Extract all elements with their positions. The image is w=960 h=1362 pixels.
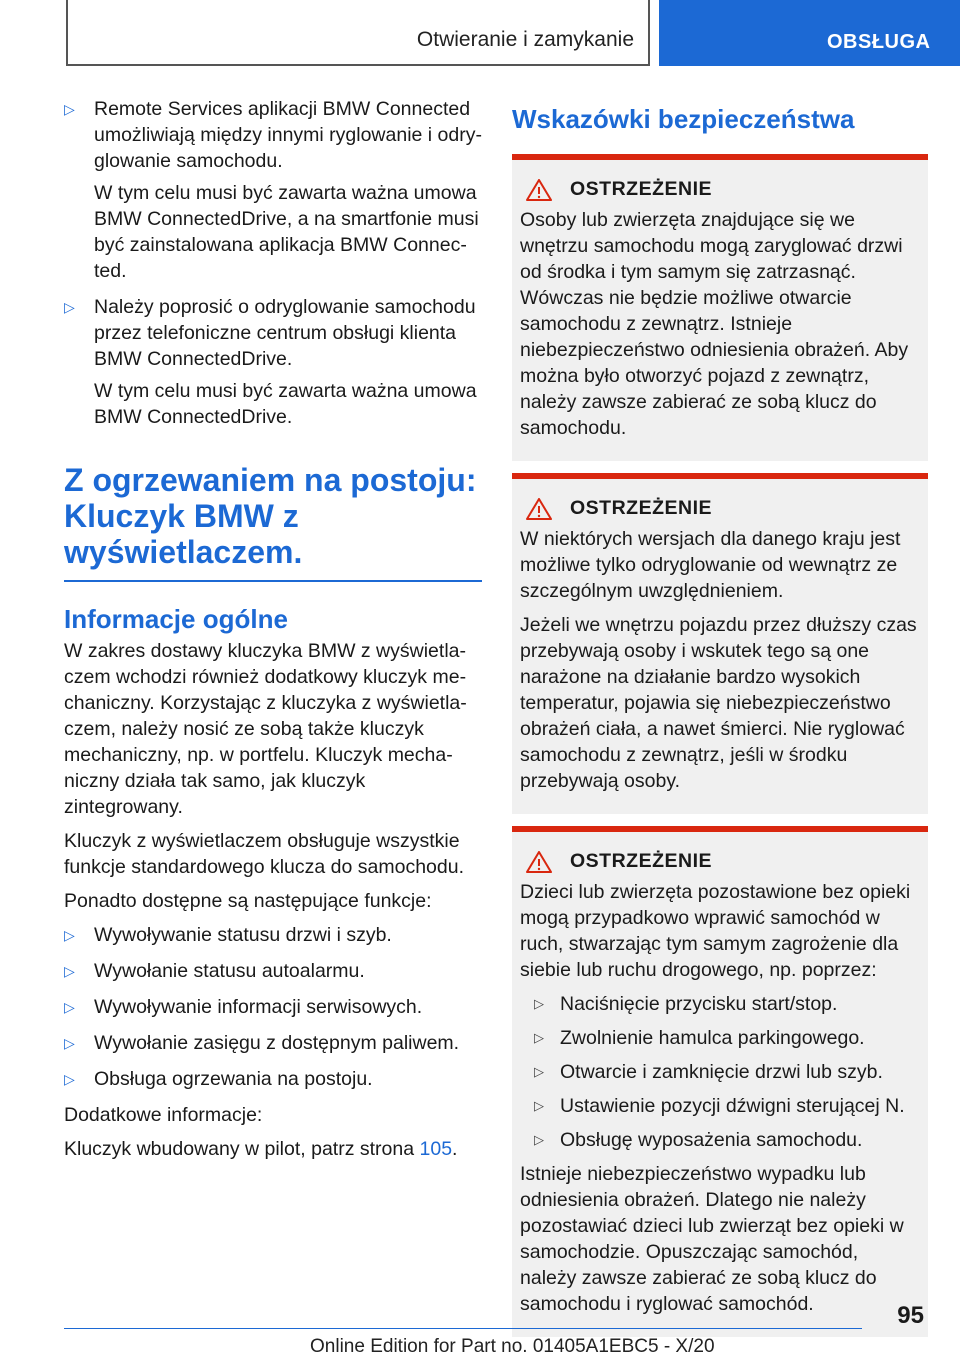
feature-text: Wywoływanie informacji serwisowych. <box>94 996 423 1018</box>
triangle-right-icon: ▷ <box>534 1064 544 1079</box>
list-item <box>64 294 482 430</box>
warning-text: Jeżeli we wnętrzu pojazdu przez dłuższy czas przebywają osoby i wskutek tego są one narażone na działanie bardzo wysokich temperatur, pojawia się niebezpieczeństwo obrażeń ciała, a nawet śmierci. Nie ryglować samochodu z zewnątrz, jeśli w środku przebywają osoby. <box>520 614 917 792</box>
triangle-right-icon: ▷ <box>534 1132 544 1147</box>
list-item <box>64 96 482 284</box>
warning-header <box>520 850 918 873</box>
warning-item: Otwarcie i zamknięcie drzwi lub szyb. <box>560 1061 883 1083</box>
bullet-text: W tym celu musi być zawarta ważna umowa BMW ConnectedDrive. <box>94 380 477 428</box>
section-heading: Z ogrzewaniem na postoju: Kluczyk BMW z wyświetlaczem. <box>64 462 482 582</box>
page-number: 95 <box>897 1302 924 1329</box>
list-item <box>64 958 482 984</box>
bullet-text: Należy poprosić o odryglowanie samochodu przez telefoniczne centrum obsługi klienta BMW ConnectedDrive. <box>94 296 476 370</box>
triangle-right-icon: ▷ <box>64 299 75 315</box>
right-column <box>512 96 928 1349</box>
warning-header <box>520 497 918 520</box>
triangle-right-icon: ▷ <box>64 963 75 979</box>
warning-box <box>512 154 928 461</box>
list-item <box>64 1066 482 1092</box>
warning-item: Ustawienie pozycji dźwigni sterującej N. <box>560 1095 905 1117</box>
warning-item: Obsługę wyposażenia samochodu. <box>560 1129 863 1151</box>
list-item <box>520 991 918 1017</box>
triangle-right-icon: ▷ <box>534 996 544 1011</box>
chapter-title: Otwieranie i zamykanie <box>416 28 634 51</box>
feature-text: Wywołanie zasięgu z dostępnym paliwem. <box>94 1032 460 1054</box>
feature-text: Obsługa ogrzewania na postoju. <box>94 1068 373 1090</box>
warning-box <box>512 473 928 814</box>
section-tab[interactable]: OBSŁUGA <box>659 0 960 66</box>
reference-text: Kluczyk wbudowany w pilot, patrz strona <box>64 1138 420 1160</box>
warning-header <box>520 178 918 201</box>
footer-divider <box>64 1328 862 1329</box>
warning-item: Naciśnięcie przycisku start/stop. <box>560 993 838 1015</box>
list-item <box>520 1059 918 1085</box>
reference-paragraph <box>64 1136 482 1162</box>
triangle-right-icon: ▷ <box>64 101 75 117</box>
warning-text: Dzieci lub zwierzęta pozostawione bez opieki mogą przypadkowo wprawić samochód w ruch, stwarzając tym samym zagrożenie dla siebie lub ruchu drogowego, np. poprzez: <box>520 881 911 981</box>
list-item <box>64 922 482 948</box>
paragraph: W zakres dostawy kluczyka BMW z wyświetlaczem wchodzi również dodatkowy kluczyk mechaniczny. Korzystając z kluczyka z wyświetlaczem, należy nosić ze sobą także kluczyk mechaniczny, np. w portfelu. Kluczyk mechaniczny działa tak samo, jak kluczyk zintegrowany. <box>64 640 467 818</box>
warning-box <box>512 826 928 1337</box>
warning-title: OSTRZEŻENIE <box>570 178 713 200</box>
paragraph: Dodatkowe informacje: <box>64 1104 263 1126</box>
warning-item: Zwolnienie hamulca parkingowego. <box>560 1027 865 1049</box>
triangle-right-icon: ▷ <box>534 1098 544 1113</box>
triangle-right-icon: ▷ <box>64 1071 75 1087</box>
left-column <box>64 96 482 1170</box>
page-header <box>0 0 960 66</box>
warning-title: OSTRZEŻENIE <box>570 850 713 872</box>
warning-title: OSTRZEŻENIE <box>570 497 713 519</box>
list-item <box>64 994 482 1020</box>
list-item <box>520 1127 918 1153</box>
subsection-heading: Informacje ogólne <box>64 604 288 634</box>
footer-edition: Online Edition for Part no. 01405A1EBC5 - X/20 <box>310 1336 715 1357</box>
warning-text: Osoby lub zwierzęta znajdujące się we wnętrzu samochodu mogą zaryglować drzwi od środka i tym samym się zatrzasnąć. Wówczas nie będzie możliwe otwarcie samochodu z zewnątrz. Istnieje niebezpieczeństwo odniesienia obrażeń. Aby można było otworzyć pojazd z zewnątrz, należy zawsze zabierać ze sobą klucz do samochodu. <box>520 209 909 439</box>
list-item <box>64 1030 482 1056</box>
triangle-right-icon: ▷ <box>64 1035 75 1051</box>
warning-triangle-icon <box>526 851 552 873</box>
triangle-right-icon: ▷ <box>534 1030 544 1045</box>
warning-text: Istnieje niebezpieczeństwo wypadku lub odniesienia obrażeń. Dlatego nie należy pozostawiać dzieci lub zwierząt bez opieki w samochodzie. Opuszczając samochód, należy zawsze zabierać ze sobą klucz do samochodu i ryglować samochód. <box>520 1163 904 1315</box>
triangle-right-icon: ▷ <box>64 999 75 1015</box>
warning-triangle-icon <box>526 179 552 201</box>
chapter-box <box>66 0 650 66</box>
warning-text: W niektórych wersjach dla danego kraju jest możliwe tylko odryglowanie od wewnątrz ze szczególnym uwzględnieniem. <box>520 528 901 602</box>
paragraph: Kluczyk z wyświetlaczem obsługuje wszystkie funkcje standardowego klucza do samochodu. <box>64 830 464 878</box>
page-link[interactable]: 105 <box>419 1138 453 1160</box>
feature-text: Wywoływanie statusu drzwi i szyb. <box>94 924 392 946</box>
paragraph: Ponadto dostępne są następujące funkcje: <box>64 890 432 912</box>
bullet-text: Remote Services aplikacji BMW Connected umożliwiają między innymi ryglowanie i odryglowanie samochodu. <box>94 98 482 172</box>
safety-heading: Wskazówki bezpieczeństwa <box>512 104 855 134</box>
feature-text: Wywołanie statusu autoalarmu. <box>94 960 365 982</box>
list-item <box>520 1025 918 1051</box>
reference-end: . <box>452 1138 458 1160</box>
warning-triangle-icon <box>526 498 552 520</box>
triangle-right-icon: ▷ <box>64 927 75 943</box>
list-item <box>520 1093 918 1119</box>
bullet-text: W tym celu musi być zawarta ważna umowa BMW ConnectedDrive, a na smartfonie musi być zainstalowana aplikacja BMW Connected. <box>94 182 479 282</box>
